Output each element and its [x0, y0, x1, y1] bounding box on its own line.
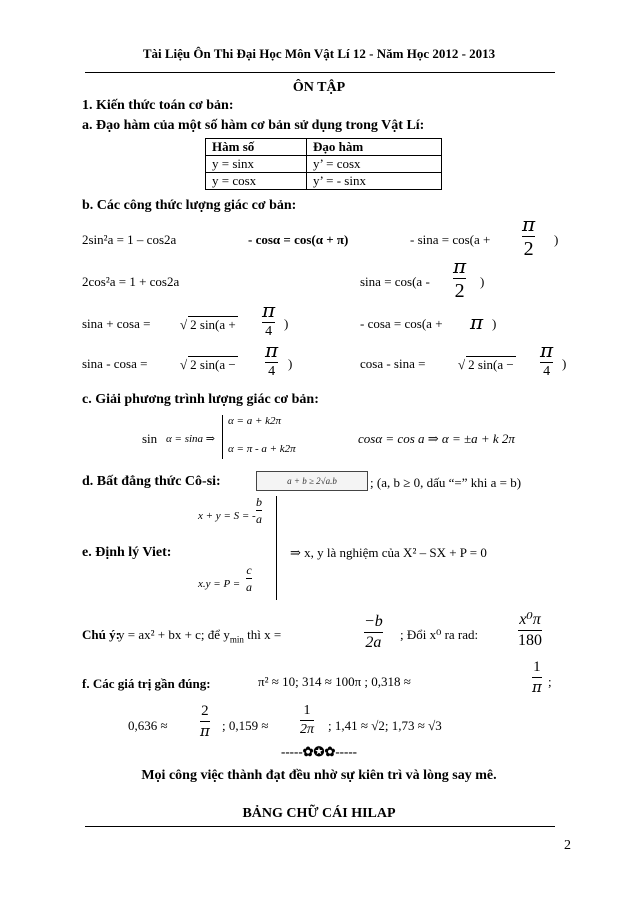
denominator: 2	[523, 238, 534, 260]
section-a-heading: a. Đạo hàm của một số hàm cơ bản sử dụng trong Vật Lí:	[82, 118, 425, 133]
next-section-heading: BẢNG CHỮ CÁI HILAP	[242, 806, 396, 821]
paren-close: )	[288, 356, 293, 371]
semicolon: ;	[548, 674, 552, 689]
section-d-heading: d. Bất đẳng thức Cô-si:	[82, 474, 221, 489]
table-header-function: Hàm số	[206, 139, 307, 156]
paren-close: )	[562, 356, 567, 371]
denominator: a	[256, 512, 262, 526]
fraction-1-over-pi	[532, 660, 542, 695]
paren-close: )	[554, 232, 559, 247]
sqrt-expression: 2 sin(a −	[468, 357, 514, 372]
fraction-pi-over-2	[453, 256, 466, 301]
numerator: 1	[533, 659, 541, 675]
fraction-degree-to-rad	[518, 612, 542, 649]
approx-line-1: π² ≈ 10; 314 ≈ 100π ; 0,318 ≈	[258, 674, 411, 689]
table-cell: y’ = - sinx	[307, 173, 442, 190]
numerator: c	[246, 563, 252, 577]
denominator: 180	[518, 632, 542, 649]
formula-neg-sin: - sina = cos(a +	[410, 232, 491, 247]
formula-sina-cos: sina = cos(a -	[360, 274, 430, 289]
fraction-c-over-a	[246, 564, 252, 593]
separator-ornament: -----✿✪✿-----	[281, 744, 357, 759]
cos-equation: cosα = cos a ⇒ α = ±a + k 2π	[358, 431, 515, 446]
paren-close: )	[492, 316, 497, 331]
section-1-heading: 1. Kiến thức toán cơ bản:	[82, 98, 234, 113]
denominator: 4	[543, 364, 551, 379]
sin-equation: α = sina ⇒	[166, 433, 216, 445]
numerator: 2	[201, 703, 209, 719]
numerator: −b	[364, 613, 383, 630]
note-text: thì x =	[247, 627, 282, 642]
section-e-heading: e. Định lý Viet:	[82, 545, 172, 560]
viet-conclusion: ⇒ x, y là nghiệm của X² – SX + P = 0	[290, 545, 487, 560]
fraction-pi-over-4	[265, 340, 278, 379]
note-text-1	[118, 627, 281, 645]
denominator: π	[200, 722, 210, 740]
case-bracket	[222, 415, 223, 459]
viet-bracket	[276, 496, 277, 600]
subscript-min: min	[229, 634, 244, 645]
page-title: ÔN TẬP	[292, 80, 346, 95]
numerator: π	[522, 212, 536, 236]
document-header: Tài Liệu Ôn Thi Đại Học Môn Vật Lí 12 - Năm Học 2012 - 2013	[142, 46, 496, 61]
sin-equation-label: sin	[142, 431, 158, 446]
denominator: 2π	[300, 722, 315, 737]
denominator: 2	[454, 280, 465, 302]
numerator: b	[256, 495, 262, 509]
fraction-1-over-2pi	[300, 704, 314, 737]
formula-neg-cos: - cosα = cos(α + π)	[248, 232, 349, 247]
denominator: 4	[265, 324, 273, 339]
viet-product: x.y = P =	[198, 578, 241, 590]
formula-sum-rhs: √ 2 sin(a +	[180, 317, 236, 332]
sqrt-expression: 2 sin(a −	[190, 357, 236, 372]
cauchy-note: ; (a, b ≥ 0, dấu “=” khi a = b)	[370, 475, 522, 490]
fraction-pi-over-4	[540, 340, 553, 379]
formula-sum-lhs: sina + cosa =	[82, 316, 151, 331]
section-c-heading: c. Giải phương trình lượng giác cơ bản:	[82, 392, 319, 407]
formula-sin2a: 2sin²a = 1 – cos2a	[82, 232, 177, 247]
sin-case-1: α = a + k2π	[228, 415, 282, 427]
numerator: π	[540, 338, 554, 362]
fraction-b-over-a	[256, 496, 262, 525]
note-text-3: ; Đổi x⁰ ra rad:	[400, 627, 479, 642]
numerator: π	[265, 338, 279, 362]
table-cell: y’ = cosx	[307, 156, 442, 173]
numerator: π	[453, 254, 467, 278]
note-label: Chú ý:	[82, 627, 120, 642]
paren-close: )	[284, 316, 289, 331]
table-cell: y = cosx	[206, 173, 307, 190]
denominator: 4	[268, 364, 276, 379]
note-text: y = ax² + bx + c; để y	[118, 627, 230, 642]
numerator: 1	[303, 703, 311, 718]
formula-neg-cosa: - cosa = cos(a +	[360, 316, 443, 331]
numerator: π	[262, 298, 276, 322]
derivative-table	[205, 138, 442, 190]
approx-sqrt: ; 1,41 ≈ √2; 1,73 ≈ √3	[328, 718, 442, 733]
section-b-heading: b. Các công thức lượng giác cơ bản:	[82, 198, 297, 213]
table-header-derivative: Đạo hàm	[307, 139, 442, 156]
denominator: a	[246, 580, 252, 594]
sin-case-2: α = π - a + k2π	[228, 443, 296, 455]
denominator: π	[532, 678, 542, 696]
sqrt-expression: 2 sin(a +	[190, 317, 236, 332]
header-rule	[85, 72, 555, 73]
viet-sum: x + y = S = -	[198, 510, 256, 522]
footer-rule	[85, 826, 555, 827]
formula-diff-lhs: sina - cosa =	[82, 356, 148, 371]
fraction-pi-over-2	[522, 214, 535, 259]
approx-0636: 0,636 ≈	[128, 718, 168, 733]
formula-cos-minus-sin-rhs: √ 2 sin(a −	[458, 357, 514, 372]
section-f-heading: f. Các giá trị gần đúng:	[82, 676, 211, 691]
motto-quote: Mọi công việc thành đạt đều nhờ sự kiên trì và lòng say mê.	[141, 768, 497, 783]
approx-0159: ; 0,159 ≈	[222, 718, 269, 733]
formula-cos2a: 2cos²a = 1 + cos2a	[82, 274, 180, 289]
denominator: 2a	[365, 634, 382, 651]
formula-cos-minus-sin-lhs: cosa - sina =	[360, 356, 426, 371]
numerator: x⁰π	[519, 611, 541, 628]
paren-close: )	[480, 274, 485, 289]
cauchy-inequality-box: a + b ≥ 2√a.b	[256, 471, 368, 491]
pi-symbol: π	[470, 310, 484, 334]
fraction-2-over-pi	[200, 704, 210, 739]
table-cell: y = sinx	[206, 156, 307, 173]
fraction-pi-over-4	[262, 300, 275, 339]
fraction-neg-b-over-2a	[364, 614, 383, 651]
page-number: 2	[564, 838, 571, 853]
formula-diff-rhs: √ 2 sin(a −	[180, 357, 236, 372]
